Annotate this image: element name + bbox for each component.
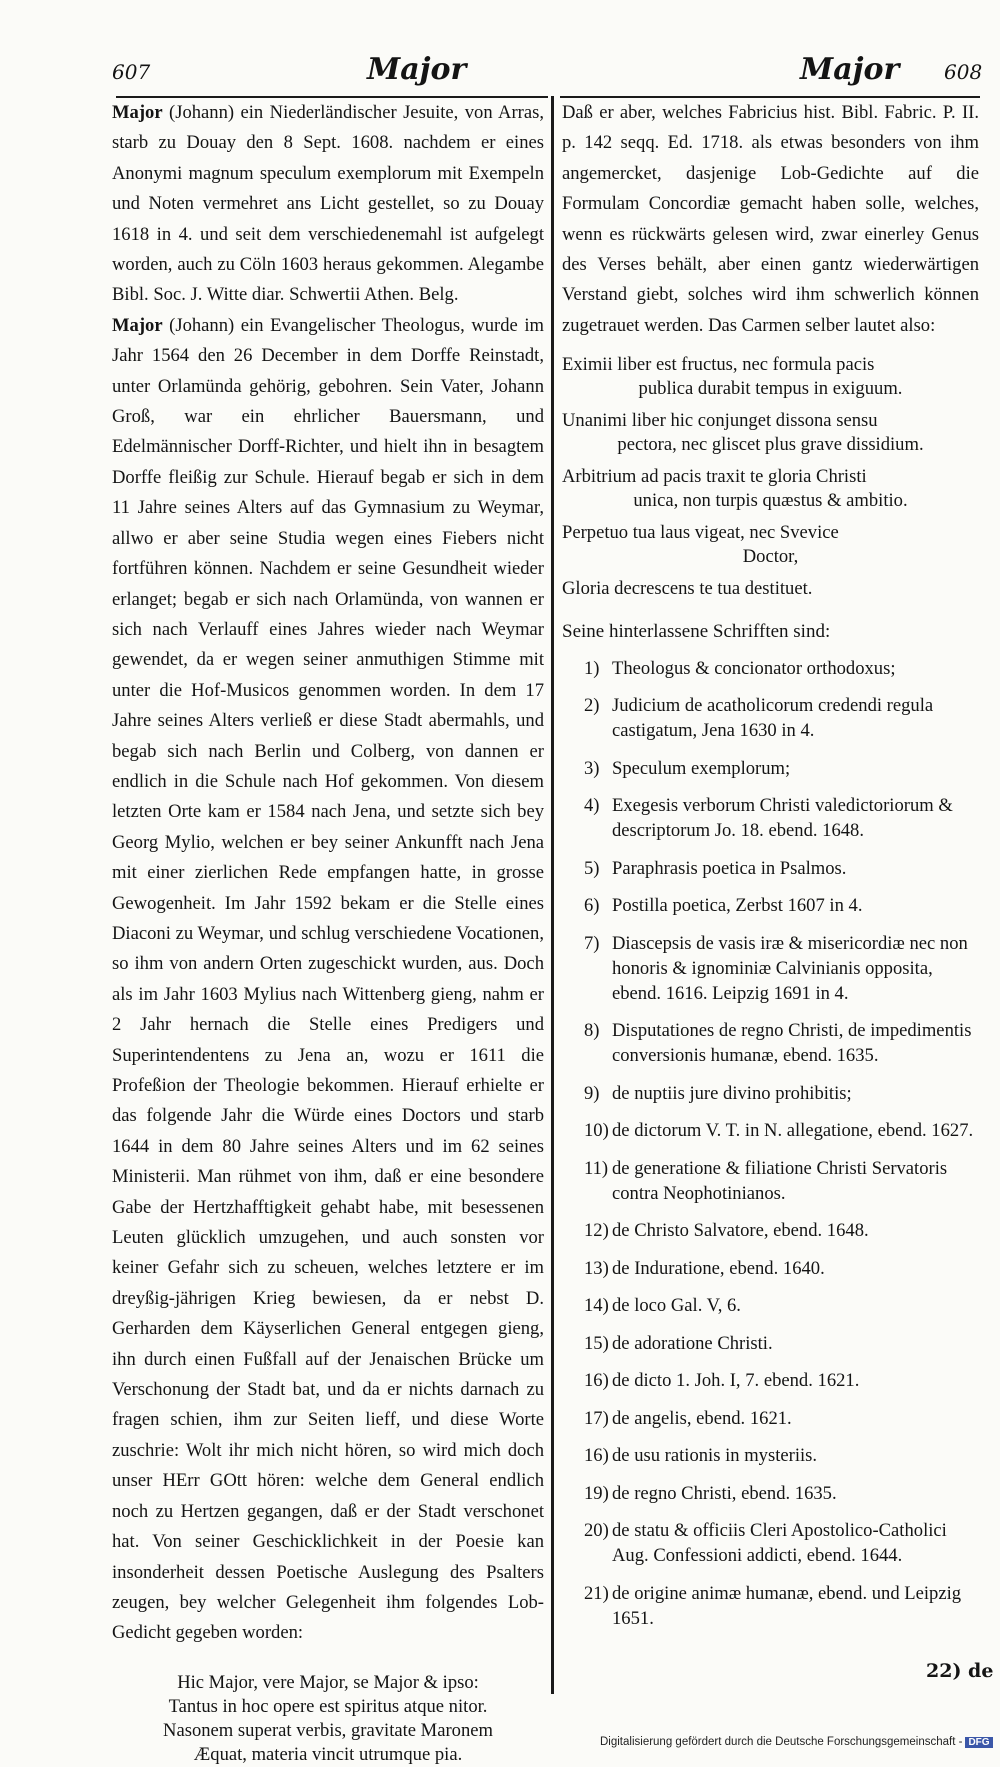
- poem-line: Hic Major, vere Major, se Major & ipso:: [177, 1671, 479, 1693]
- work-item: [584, 1218, 979, 1243]
- work-title: de Induratione, ebend. 1640.: [612, 1257, 825, 1279]
- page-number-right: 608: [944, 60, 983, 84]
- work-title: de nuptiis jure divino prohibitis;: [612, 1082, 852, 1104]
- works-heading: Seine hinterlassene Schrifften sind:: [562, 621, 831, 643]
- running-head-left: Major: [367, 52, 467, 87]
- credit-text: Digitalisierung gefördert durch die Deutsche Forschungsgemeinschaft -: [600, 1736, 963, 1748]
- work-item: [584, 1118, 979, 1143]
- entry-major-theologian: [112, 311, 544, 1649]
- poem-line: Æquat, materia vincit utrumque pia.: [193, 1743, 463, 1765]
- entry-lemma: Major: [112, 314, 163, 336]
- poem-verse: Perpetuo tua laus vigeat, nec Svevice Doctor,: [562, 522, 839, 568]
- poem-verse: Unanimi liber hic conjunget dissona sensu pectora, nec gliscet plus grave dissidium.: [562, 410, 924, 456]
- work-number: 19): [584, 1482, 609, 1504]
- work-title: Disputationes de regno Christi, de impedimentis conversionis humanæ, ebend. 1635.: [612, 1020, 972, 1067]
- work-item: [584, 1581, 979, 1631]
- carmen-intro: Daß er aber, welches Fabricius hist. Bibl. Fabric. P. II. p. 142 seqq. Ed. 1718. als etwas besonders von ihm angemercket, dasjenige Lob-Gedichte auf die Formulam Concordiæ gemacht haben solle, welches, wenn es rückwärts gelesen wird, zwar einerley Genus des Verses behält, aber einen gantz wiederwärtigen Verstand giebt, solches wird ihm schwerlich können zugetrauet werden. Das Carmen selber lautet also:: [562, 102, 979, 336]
- work-number: 13): [584, 1257, 609, 1279]
- catchword: 22) de: [926, 1660, 994, 1682]
- work-title: de adoratione Christi.: [612, 1332, 773, 1354]
- work-number: 15): [584, 1332, 609, 1354]
- work-number: 16): [584, 1445, 609, 1467]
- work-item: [584, 1018, 979, 1068]
- work-item: [584, 1081, 979, 1106]
- work-title: Exegesis verborum Christi valedictoriorum & descriptorum Jo. 18. ebend. 1648.: [612, 795, 953, 842]
- poem-verse: Eximii liber est fructus, nec formula pacis publica durabit tempus in exiguum.: [562, 354, 903, 400]
- work-title: de usu rationis in mysteriis.: [612, 1445, 818, 1467]
- work-item: [584, 756, 979, 781]
- work-item: [584, 1368, 979, 1393]
- work-title: de angelis, ebend. 1621.: [612, 1407, 792, 1429]
- dfg-logo: DFG: [965, 1737, 992, 1748]
- work-number: 7): [584, 932, 600, 954]
- work-title: de dictorum V. T. in N. allegatione, ebend. 1627.: [612, 1120, 974, 1142]
- page-header: [0, 0, 1000, 100]
- work-number: 5): [584, 857, 600, 879]
- work-number: 12): [584, 1220, 609, 1242]
- entry-lemma: Major: [112, 102, 163, 123]
- work-number: 21): [584, 1582, 609, 1604]
- entry-text: (Johann) ein Evangelischer Theologus, wurde im Jahr 1564 den 26 December in dem Dorffe Reinstadt, unter Orlamünda gehörig, gebohren. Sein Vater, Johann Groß, war ein ehrlicher Bauersmann, und Edelmännischer Dorff-Richter, und hielt ihn in besagtem Dorffe fleißig zur Schule. Hierauf begab er sich in dem 11 Jahre seines Alters auf das Gymnasium zu Weymar, allwo er aber seine Studia wegen eines Fiebers nicht fortführen können. Nachdem er seine Gesundheit wieder erlanget; begab er sich nach Orlamünda, von wannen er sich nach Verlauff eines Jahres wieder nach Weymar gewendet, da er wegen seiner anmuthigen Stimme mit unter die Hof-Musicos genommen worden. In dem 17 Jahre seines Alters verließ er diese Stadt abermahls, und begab sich nach Berlin und Colberg, von dannen er endlich in die Schule nach Hof gekommen. Von diesem letzten Orte kam er 1584 nach Jena, und setzte sich bey Georg Mylio, welchen er bey seiner Ankunfft nach Jena mit einer zierlichen Rede empfangen hatte, in grosse Gewogenheit. Im Jahr 1592 bekam er die Stelle eines Diaconi zu Weymar, und schlug verschiedene Vocationen, so ihm von andern Orten zugeschickt wurden, aus. Doch als im Jahr 1603 Mylius nach Wittenberg gieng, nahm er 2 Jahr hernach die Stelle eines Predigers und Superintendentens zu Jena an, wozu er 1611 die Profeßion der Theologie bekommen. Hierauf erhielte er das folgende Jahr die Würde eines Doctors und starb 1644 in dem 80 Jahre seines Alters und im 62 seines Ministerii. Man rühmet von ihm, daß er eine besondere Gabe der Hertzhafftigkeit gehabt habe, mit besessenen Leuten glücklich umzugehen, und auch sonsten vor keiner Gefahr sich zu scheuen, welches letztere er im dreyßig-jährigen Krieg bewiesen, da er nebst D. Gerharden dem Käyserlichen General entgegen gieng, ihn durch einen Fußfall auf der Jenaischen Brücke um Verschonung der Stadt bat, und da er nichts darnach zu fragen schien, ihm zur Seiten lieff, und diese Worte zuschrie: Wolt ihr mich nicht hören, so wird mich doch unser HErr GOtt hören: welche dem General endlich noch zu Hertzen gegangen, daß er der Stadt verschonet hat. Von seiner Geschicklichkeit in der Poesie kan insonderheit dessen Poetische Auslegung des Psalters zeugen, bey welcher Gelegenheit ihm folgendes Lob-Gedicht gegeben worden:: [112, 314, 544, 1644]
- work-number: 1): [584, 657, 600, 679]
- work-number: 9): [584, 1082, 600, 1104]
- work-title: de statu & officiis Cleri Apostolico-Catholici Aug. Confessioni addicti, ebend. 1644.: [612, 1520, 947, 1567]
- work-title: Judicium de acatholicorum credendi regula castigatum, Jena 1630 in 4.: [612, 695, 934, 742]
- work-number: 10): [584, 1120, 609, 1142]
- work-item: [584, 1481, 979, 1506]
- work-item: [584, 1331, 979, 1356]
- work-item: [584, 1406, 979, 1431]
- work-item: [584, 793, 979, 843]
- work-item: [584, 1443, 979, 1468]
- work-title: de generatione & filiatione Christi Servatoris contra Neophotinianos.: [612, 1157, 948, 1204]
- work-number: 4): [584, 795, 600, 817]
- work-item: [584, 1293, 979, 1318]
- left-column: [112, 98, 544, 1767]
- running-head-right: Major: [800, 52, 900, 87]
- poem-line: Tantus in hoc opere est spiritus atque nitor.: [168, 1695, 488, 1717]
- digitization-credit: [600, 1736, 993, 1748]
- poem-line: Nasonem superat verbis, gravitate Maronem: [163, 1719, 493, 1741]
- works-list: [562, 656, 979, 1631]
- praise-poem: [112, 1671, 544, 1767]
- work-item: [584, 893, 979, 918]
- work-title: de Christo Salvatore, ebend. 1648.: [612, 1220, 869, 1242]
- work-item: [584, 693, 979, 743]
- carmen-poem: [562, 353, 979, 601]
- column-divider: [551, 96, 554, 1694]
- work-item: [584, 656, 979, 681]
- work-title: Speculum exemplorum;: [612, 757, 791, 779]
- work-title: de loco Gal. V, 6.: [612, 1295, 741, 1317]
- right-column: [562, 98, 979, 1643]
- poem-verse: Gloria decrescens te tua destituet.: [562, 578, 813, 600]
- work-number: 6): [584, 895, 600, 917]
- work-title: Theologus & concionator orthodoxus;: [612, 657, 896, 679]
- work-number: 3): [584, 757, 600, 779]
- work-item: [584, 1156, 979, 1206]
- work-number: 20): [584, 1520, 609, 1542]
- work-number: 14): [584, 1295, 609, 1317]
- work-title: Postilla poetica, Zerbst 1607 in 4.: [612, 895, 863, 917]
- work-title: Diascepsis de vasis iræ & misericordiæ nec non honoris & ignominiæ Calvinianis opposita, ebend. 1616. Leipzig 1691 in 4.: [612, 932, 968, 1004]
- work-number: 8): [584, 1020, 600, 1042]
- work-number: 17): [584, 1407, 609, 1429]
- entry-major-jesuit: [112, 98, 544, 311]
- work-title: de origine animæ humanæ, ebend. und Leipzig 1651.: [612, 1582, 962, 1629]
- work-number: 16): [584, 1370, 609, 1392]
- entry-text: (Johann) ein Niederländischer Jesuite, von Arras, starb zu Douay den 8 Sept. 1608. nachdem er eines Anonymi magnum speculum exemplorum mit Exempeln und Noten vermehret ans Licht gestellet, so zu Douay 1618 in 4. und seit dem verschiedenemahl ist aufgelegt worden, auch zu Cöln 1603 heraus gekommen. Alegambe Bibl. Soc. J. Witte diar. Schwertii Athen. Belg.: [112, 102, 544, 306]
- work-item: [584, 856, 979, 881]
- work-title: de dicto 1. Joh. I, 7. ebend. 1621.: [612, 1370, 860, 1392]
- work-item: [584, 1256, 979, 1281]
- work-title: Paraphrasis poetica in Psalmos.: [612, 857, 847, 879]
- poem-verse: Arbitrium ad pacis traxit te gloria Christi unica, non turpis quæstus & ambitio.: [562, 466, 908, 512]
- work-title: de regno Christi, ebend. 1635.: [612, 1482, 837, 1504]
- work-number: 11): [584, 1157, 609, 1179]
- work-number: 2): [584, 695, 600, 717]
- work-item: [584, 1518, 979, 1568]
- page-number-left: 607: [112, 60, 151, 84]
- work-item: [584, 931, 979, 1006]
